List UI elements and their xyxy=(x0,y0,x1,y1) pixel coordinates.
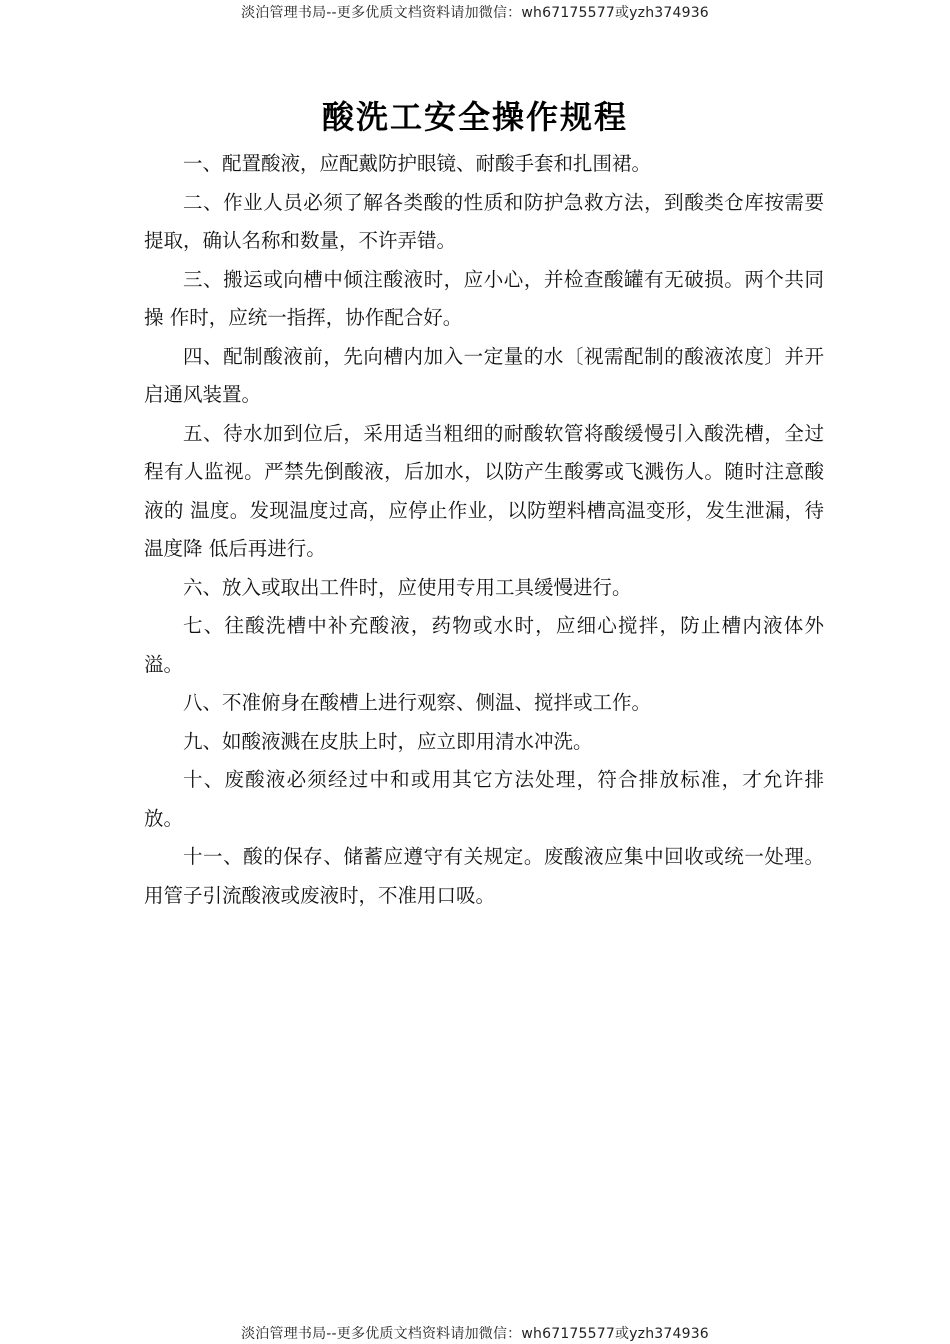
rule-paragraph-5: 五、待水加到位后，采用适当粗细的耐酸软管将酸缓慢引入酸洗槽，全过程有人监视。严禁先倒酸液，后加水，以防产生酸雾或飞溅伤人。随时注意酸液的 温度。发现温度过高，应停止作业，以防塑料槽高温变形，发生泄漏，待温度降 低后再进行。 xyxy=(144,421,824,560)
rule-paragraph-11: 十一、酸的保存、储蓄应遵守有关规定。废酸液应集中回收或统一处理。用管子引流酸液或废液时，不准用口吸。 xyxy=(144,845,824,907)
document-body xyxy=(144,145,824,915)
rule-paragraph-9: 九、如酸液溅在皮肤上时，应立即用清水冲洗。 xyxy=(183,729,593,753)
rule-paragraph-10: 十、废酸液必须经过中和或用其它方法处理，符合排放标准，才允许排放。 xyxy=(144,768,824,830)
rule-paragraph-2: 二、作业人员必须了解各类酸的性质和防护急救方法，到酸类仓库按需要提取，确认名称和数量，不许弄错。 xyxy=(144,190,824,252)
footer-watermark: 淡泊管理书局--更多优质文档资料请加微信：wh67175577或yzh374936 xyxy=(241,1326,709,1342)
document-title: 酸洗工安全操作规程 xyxy=(321,98,628,136)
rule-paragraph-8: 八、不准俯身在酸槽上进行观察、侧温、搅拌或工作。 xyxy=(183,691,652,714)
rule-paragraph-1: 一、配置酸液，应配戴防护眼镜、耐酸手套和扎围裙。 xyxy=(183,152,652,175)
rule-paragraph-6: 六、放入或取出工件时，应使用专用工具缓慢进行。 xyxy=(183,575,632,599)
rule-paragraph-7: 七、往酸洗槽中补充酸液，药物或水时，应细心搅拌，防止槽内液体外溢。 xyxy=(144,614,824,676)
header-watermark: 淡泊管理书局--更多优质文档资料请加微信：wh67175577或yzh374936 xyxy=(241,5,709,21)
rule-paragraph-4: 四、配制酸液前，先向槽内加入一定量的水〔视需配制的酸液浓度〕并开启通风装置。 xyxy=(144,344,824,406)
rule-paragraph-3: 三、搬运或向槽中倾注酸液时，应小心，并检查酸罐有无破损。两个共同操 作时，应统一指挥，协作配合好。 xyxy=(144,267,824,329)
